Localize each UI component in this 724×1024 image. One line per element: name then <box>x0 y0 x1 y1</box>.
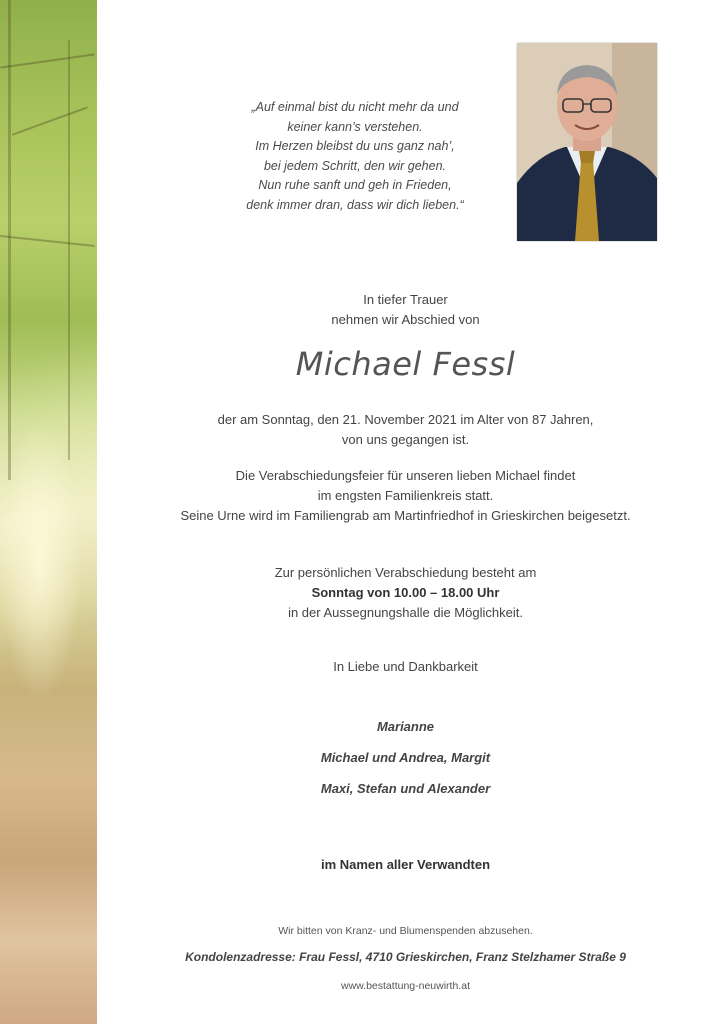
poem <box>200 98 510 215</box>
relatives-line: im Namen aller Verwandten <box>320 857 491 872</box>
ceremony-line: Seine Urne wird im Familiengrab am Martinfriedhof in Grieskirchen beigesetzt. <box>180 508 631 523</box>
death-notice <box>97 410 714 450</box>
intro <box>97 290 714 330</box>
ceremony-line: Die Verabschiedungsfeier für unseren lieben Michael findet <box>235 468 576 483</box>
family-member: Maxi, Stefan und Alexander <box>320 781 491 796</box>
portrait-photo <box>517 43 657 241</box>
farewell-info <box>97 563 714 623</box>
closing-phrase: In Liebe und Dankbarkeit <box>333 659 478 674</box>
farewell-line: Zur persönlichen Verabschiedung besteht am <box>274 565 537 580</box>
ceremony-line: im engsten Familienkreis statt. <box>317 488 494 503</box>
poem-line: keiner kann’s verstehen. <box>287 119 423 134</box>
condolence-address: Kondolenzadresse: Frau Fessl, 4710 Grieskirchen, Franz Stelzhamer Straße 9 <box>185 950 626 964</box>
intro-line: In tiefer Trauer <box>363 292 448 307</box>
poem-line: denk immer dran, dass wir dich lieben.“ <box>246 197 464 212</box>
poem-line: bei jedem Schritt, den wir gehen. <box>263 158 447 173</box>
intro-line: nehmen wir Abschied von <box>331 312 480 327</box>
family-list <box>97 717 714 810</box>
ceremony-info <box>97 466 714 526</box>
poem-line: Im Herzen bleibst du uns ganz nah’, <box>255 139 455 153</box>
family-member: Michael und Andrea, Margit <box>320 750 491 765</box>
deceased-name: Michael Fessl <box>295 345 516 383</box>
death-notice-line: der am Sonntag, den 21. November 2021 im Alter von 87 Jahren, <box>217 412 594 427</box>
forest-path-image <box>0 0 97 1024</box>
donation-request: Wir bitten von Kranz- und Blumenspenden abzusehen. <box>278 925 533 937</box>
farewell-time: Sonntag von 10.00 – 18.00 Uhr <box>311 585 500 600</box>
website-link[interactable]: www.bestattung-neuwirth.at <box>341 980 470 992</box>
family-member: Marianne <box>376 719 435 734</box>
poem-line: „Auf einmal bist du nicht mehr da und <box>251 100 459 114</box>
death-notice-line: von uns gegangen ist. <box>341 432 470 447</box>
poem-line: Nun ruhe sanft und geh in Frieden, <box>258 178 452 192</box>
farewell-line: in der Aussegnungshalle die Möglichkeit. <box>288 605 523 620</box>
